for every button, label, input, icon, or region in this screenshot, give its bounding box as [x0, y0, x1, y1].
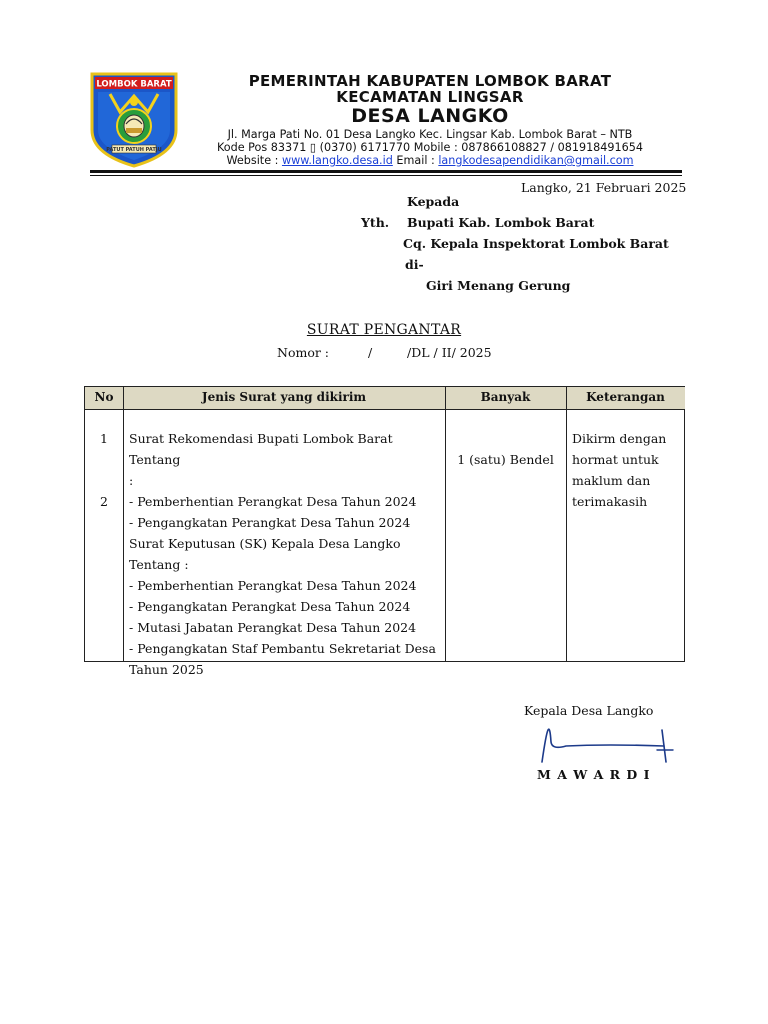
place-date: Langko, 21 Februari 2025 — [521, 180, 687, 195]
letterhead-rule-thin — [90, 175, 682, 176]
list-item: Surat Rekomendasi Bupati Lombok Barat Tentang — [129, 431, 393, 467]
to-label: Kepada — [407, 194, 460, 209]
document-list — [129, 428, 441, 680]
nomor-code: /DL / II/ 2025 — [407, 345, 492, 360]
list-item: Tahun 2025 — [129, 662, 204, 677]
list-item: - Pemberhentian Perangkat Desa Tahun 2024 — [129, 578, 417, 593]
documents-table — [84, 386, 685, 677]
regency-shield-emblem-icon — [90, 72, 178, 168]
list-item: - Pemberhentian Perangkat Desa Tahun 2024 — [129, 494, 417, 509]
letterhead-address: Jl. Marga Pati No. 01 Desa Langko Kec. Lingsar Kab. Lombok Barat – NTB — [227, 128, 633, 141]
website-label: Website : — [226, 154, 279, 167]
header-jenis: Jenis Surat yang dikirim — [123, 387, 445, 410]
header-keterangan: Keterangan — [566, 387, 685, 410]
keterangan-line: terimakasih — [572, 494, 648, 509]
recipient-city: Giri Menang Gerung — [426, 278, 571, 293]
letterhead-government: PEMERINTAH KABUPATEN LOMBOK BARAT — [248, 72, 612, 90]
list-item: Tentang : — [129, 557, 189, 572]
header-banyak: Banyak — [445, 387, 566, 410]
recipient-cq: Cq. Kepala Inspektorat Lombok Barat — [403, 236, 669, 251]
nomor-label: Nomor : — [277, 345, 330, 360]
logo-motto: PATUT PATUH PATJU — [106, 147, 162, 153]
row-number: 1 — [100, 431, 108, 446]
letter-title: SURAT PENGANTAR — [306, 322, 462, 338]
letterhead-district: KECAMATAN LINGSAR — [336, 88, 524, 106]
column-divider — [566, 387, 567, 661]
column-divider — [445, 387, 446, 661]
list-item: - Pengangkatan Perangkat Desa Tahun 2024 — [129, 515, 411, 530]
email-label: Email : — [396, 154, 435, 167]
logo-label: LOMBOK BARAT — [96, 79, 172, 90]
signatory-name: M A W A R D I — [537, 767, 651, 782]
signature-icon — [536, 724, 676, 773]
row-number: 2 — [100, 494, 108, 509]
signatory-position: Kepala Desa Langko — [524, 703, 654, 718]
list-item: - Pengangkatan Perangkat Desa Tahun 2024 — [129, 599, 411, 614]
list-item: - Pengangkatan Staf Pembantu Sekretariat Desa — [129, 641, 436, 656]
banyak-value: 1 (satu) Bendel — [457, 452, 554, 467]
list-item: Surat Keputusan (SK) Kepala Desa Langko — [129, 536, 401, 551]
letterhead-contact: Kode Pos 83371 ▯ (0370) 6171770 Mobile : 087866108827 / 081918491654 — [216, 141, 644, 154]
keterangan-line: hormat untuk — [572, 452, 659, 467]
list-item: - Mutasi Jabatan Perangkat Desa Tahun 2024 — [129, 620, 417, 635]
di-label: di- — [405, 257, 424, 272]
website-link[interactable]: www.langko.desa.id — [281, 154, 393, 167]
yth-label: Yth. — [361, 215, 390, 230]
email-link[interactable]: langkodesapendidikan@gmail.com — [438, 154, 634, 167]
header-no: No — [85, 387, 123, 410]
keterangan-value — [572, 428, 682, 512]
nomor-separator: / — [368, 345, 373, 360]
keterangan-line: Dikirm dengan — [572, 431, 667, 446]
recipient: Bupati Kab. Lombok Barat — [407, 215, 595, 230]
letterhead-village: DESA LANGKO — [351, 105, 509, 127]
list-item: : — [129, 473, 134, 488]
keterangan-line: maklum dan — [572, 473, 651, 488]
column-divider — [123, 387, 124, 661]
letterhead-rule-thick — [90, 170, 682, 173]
letterhead-web-line — [190, 154, 670, 167]
